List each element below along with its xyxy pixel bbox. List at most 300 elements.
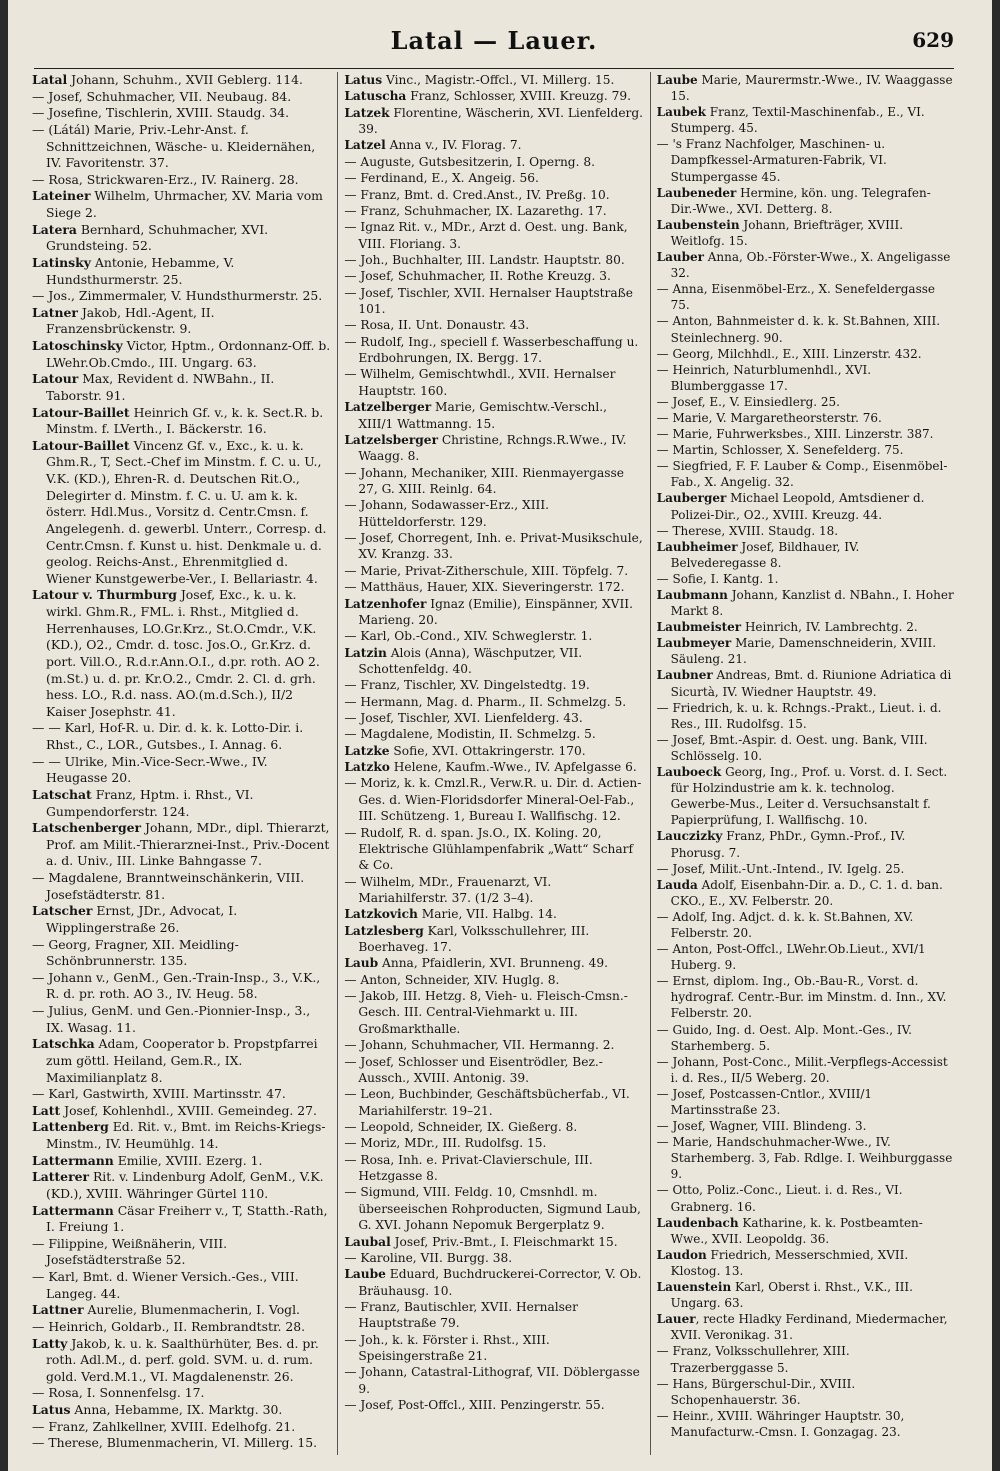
entry-text: — Franz, Zahlkellner, XVIII. Edelhofg. 21. bbox=[32, 1418, 296, 1434]
directory-entry bbox=[657, 571, 956, 587]
directory-entry bbox=[657, 1134, 956, 1182]
entry-surname: Latscher bbox=[32, 903, 93, 919]
entry-text: Josef, Exc., k. u. k. wirkl. Ghm.R., FML. i. Rhst., Mitglied d. Herrenhauses, LO.Gr.Krz., St.O.Cmdr., V.K. (KD.), O2., Cmdr. d. tosc. Jos.O., Gr.Krz. d. port. Vill.O., R.d.r.Ann.O.I., d.pr. roth. AO 2.(m.St.) u. d. pr. Kr.O.2., Cmdr. 2. Cl. d. grh. hess. LO., R.d. nass. AO.(m.d.Sch.), II/2 Kaiser Josephstr. 41. bbox=[46, 587, 320, 719]
directory-entry bbox=[657, 1118, 956, 1134]
entry-surname: Latera bbox=[32, 221, 77, 237]
directory-entry bbox=[657, 1215, 956, 1247]
directory-entry bbox=[344, 677, 643, 693]
entry-text: Marie, Gemischtw.-Verschl., XIII/1 Wattmanng. 15. bbox=[358, 400, 608, 431]
directory-entry bbox=[344, 88, 643, 104]
directory-entry bbox=[32, 172, 331, 189]
entry-text: — Marie, V. Margaretheorsterstr. 76. bbox=[656, 410, 882, 425]
entry-text: Franz, Hptm. i. Rhst., VI. Gumpendorferstr. 124. bbox=[46, 786, 254, 819]
entry-text: Marie, VII. Halbg. 14. bbox=[417, 907, 557, 922]
entry-text: — Filippine, Weißnäherin, VIII. Josefstädterstraße 52. bbox=[32, 1235, 228, 1268]
directory-entry bbox=[344, 874, 643, 907]
entry-text: — Karl, Ob.-Cond., XIV. Schweglerstr. 1. bbox=[344, 629, 593, 644]
entry-text: Sofie, XVI. Ottakringerstr. 170. bbox=[389, 743, 586, 758]
entry-text: Johann, MDr., dipl. Thierarzt, Prof. am Milit.-Thierarznei-Inst., Priv.-Docent a. d. Univ., III. Linke Bahngasse 7. bbox=[46, 820, 330, 869]
directory-entry bbox=[657, 667, 956, 699]
directory-entry bbox=[344, 1234, 643, 1250]
entry-surname: Latzkovich bbox=[344, 907, 418, 922]
directory-entry bbox=[344, 726, 643, 742]
entry-surname: Latzke bbox=[344, 743, 390, 758]
entry-text: — Johann, Sodawasser-Erz., XIII. Hütteldorferstr. 129. bbox=[344, 498, 550, 529]
entry-surname: Latour v. Thurmburg bbox=[32, 587, 177, 603]
entry-text: — Josef, Postcassen-Cntlor., XVIII/1 Martinsstraße 23. bbox=[656, 1086, 873, 1117]
entry-surname: Latt bbox=[32, 1102, 61, 1118]
entry-text: — Jakob, III. Hetzg. 8, Vieh- u. Fleisch-Cmsn.-Gesch. III. Central-Viehmarkt u. III. Großmarkthalle. bbox=[344, 989, 628, 1036]
entry-surname: Latour-Baillet bbox=[32, 437, 130, 453]
directory-entry bbox=[344, 170, 643, 186]
entry-text: Anna, Pfaidlerin, XVI. Brunneng. 49. bbox=[378, 956, 609, 971]
directory-entry bbox=[657, 394, 956, 410]
directory-entry bbox=[657, 1054, 956, 1086]
entry-surname: Latus bbox=[32, 1402, 71, 1417]
directory-entry bbox=[657, 1022, 956, 1054]
directory-entry bbox=[344, 923, 643, 956]
entry-text: — Heinrich, Goldarb., II. Rembrandtstr. 28. bbox=[32, 1318, 306, 1334]
entry-text: — Josef, Post-Offcl., XIII. Penzingerstr. 55. bbox=[344, 1398, 605, 1413]
entry-text: Aurelie, Blumenmacherin, I. Vogl. bbox=[83, 1302, 300, 1318]
directory-entry bbox=[657, 362, 956, 394]
entry-text: — Jos., Zimmermaler, V. Hundsthurmerstr. 25. bbox=[32, 288, 323, 304]
entry-text: Anna, Hebamme, IX. Marktg. 30. bbox=[70, 1402, 283, 1417]
directory-entry bbox=[344, 1250, 643, 1266]
directory-entry bbox=[344, 497, 643, 530]
entry-text: Max, Revident d. NWBahn., II. Taborstr. 91. bbox=[46, 371, 275, 403]
entry-text: — Rosa, Strickwaren-Erz., IV. Rainerg. 28. bbox=[32, 171, 299, 187]
directory-entry bbox=[657, 1086, 956, 1118]
directory-entry bbox=[657, 523, 956, 539]
entry-text: — Joh., Buchhalter, III. Landstr. Hauptstr. 80. bbox=[344, 252, 625, 267]
directory-entry bbox=[657, 1247, 956, 1279]
entry-surname: Latschenberger bbox=[32, 820, 142, 836]
entry-text: — Rudolf, Ing., speciell f. Wasserbeschaffung u. Erdbohrungen, IX. Bergg. 17. bbox=[344, 334, 639, 366]
entry-text: — Johann, Post-Conc., Milit.-Verpflegs-Accessist i. d. Res., II/5 Weberg. 20. bbox=[656, 1054, 948, 1085]
directory-entry bbox=[657, 1182, 956, 1214]
entry-text: — Johann, Schuhmacher, VII. Hermanng. 2. bbox=[344, 1038, 615, 1053]
directory-entry bbox=[657, 861, 956, 877]
directory-entry bbox=[657, 587, 956, 619]
entry-text: Cäsar Freiherr v., T, Statth.-Rath, I. Freiung 1. bbox=[46, 1202, 328, 1235]
entry-surname: Latty bbox=[32, 1335, 68, 1351]
directory-entry bbox=[657, 1311, 956, 1343]
directory-entry bbox=[32, 970, 331, 1003]
entry-text: Antonie, Hebamme, V. Hundsthurmerstr. 25. bbox=[46, 254, 235, 287]
entry-surname: Laubheimer bbox=[656, 539, 738, 554]
directory-columns bbox=[26, 72, 962, 1455]
directory-entry bbox=[657, 249, 956, 281]
entry-text: Emilie, XVIII. Ezerg. 1. bbox=[113, 1152, 263, 1168]
directory-entry bbox=[32, 105, 331, 122]
entry-text: — Siegfried, F. F. Lauber & Comp., Eisenmöbel-Fab., X. Angelig. 32. bbox=[656, 459, 948, 490]
entry-text: — Georg, Fragner, XII. Meidling-Schönbrunnerstr. 135. bbox=[32, 936, 239, 969]
directory-entry bbox=[32, 1336, 331, 1386]
entry-surname: Latner bbox=[32, 304, 78, 320]
directory-entry bbox=[344, 154, 643, 170]
entry-text: Heinrich, IV. Lambrechtg. 2. bbox=[741, 620, 918, 635]
entry-text: — Wilhelm, MDr., Frauenarzt, VI. Mariahilferstr. 37. (1/2 3–4). bbox=[344, 874, 552, 905]
entry-text: — Sofie, I. Kantg. 1. bbox=[656, 571, 779, 586]
entry-surname: Latzko bbox=[344, 760, 390, 775]
entry-text: — Franz, Bautischler, XVII. Hernalser Hauptstraße 79. bbox=[344, 1299, 578, 1331]
entry-text: — Heinr., XVIII. Währinger Hauptstr. 30, Manufacturw.-Cmsn. I. Gonzagag. 23. bbox=[656, 1408, 905, 1439]
directory-entry bbox=[657, 619, 956, 635]
entry-text: — (Látál) Marie, Priv.-Lehr-Anst. f. Schnittzeichnen, Wäsche- u. Kleidernähen, IV. Favoritenstr. 37. bbox=[32, 121, 316, 171]
entry-surname: Latzin bbox=[344, 645, 387, 660]
directory-entry bbox=[32, 405, 331, 438]
entry-text: — Franz, Tischler, XV. Dingelstedtg. 19. bbox=[344, 678, 590, 693]
directory-entry bbox=[344, 1152, 643, 1185]
directory-entry bbox=[344, 775, 643, 824]
entry-text: Jakob, k. u. k. Saalthürhüter, Bes. d. pr. roth. Adl.M., d. perf. gold. SVM. u. d. rum. gold. Verd.M.1., VI. Magdalenenstr. 26. bbox=[46, 1335, 319, 1384]
entry-text: — Rosa, II. Unt. Donaustr. 43. bbox=[344, 318, 530, 333]
entry-text: — Wilhelm, Gemischtwhdl., XVII. Hernalser Hauptstr. 160. bbox=[344, 367, 616, 398]
directory-entry bbox=[32, 1119, 331, 1152]
entry-text: — Johann, Mechaniker, XIII. Rienmayergasse 27, G. XIII. Reinlg. 64. bbox=[344, 465, 624, 496]
directory-entry bbox=[344, 105, 643, 138]
directory-entry bbox=[657, 941, 956, 973]
entry-text: Helene, Kaufm.-Wwe., IV. Apfelgasse 6. bbox=[389, 760, 637, 775]
directory-entry bbox=[32, 787, 331, 820]
entry-surname: Laubmeister bbox=[656, 620, 742, 635]
directory-entry bbox=[344, 972, 643, 988]
directory-entry bbox=[657, 490, 956, 522]
directory-entry bbox=[344, 317, 643, 333]
directory-entry bbox=[32, 1419, 331, 1436]
entry-text: — Julius, GenM. und Gen.-Pionnier-Insp., 3., IX. Wasag. 11. bbox=[32, 1003, 311, 1035]
entry-text: Rit. v. Lindenburg Adolf, GenM., V.K. (KD.), XVIII. Währinger Gürtel 110. bbox=[46, 1169, 324, 1201]
entry-text: — Josef, Schuhmacher, II. Rothe Kreuzg. 3. bbox=[344, 269, 611, 284]
entry-surname: Laubmann bbox=[656, 588, 728, 602]
entry-surname: Lattermann bbox=[32, 1152, 114, 1168]
directory-entry bbox=[344, 72, 643, 88]
directory-entry bbox=[657, 909, 956, 941]
directory-entry bbox=[344, 759, 643, 775]
entry-text: Victor, Hptm., Ordonnanz-Off. b. LWehr.Ob.Cmdo., III. Ungarg. 63. bbox=[46, 338, 331, 370]
entry-text: — Josef, Milit.-Unt.-Intend., IV. Igelg. 25. bbox=[656, 861, 905, 876]
directory-entry bbox=[32, 1302, 331, 1319]
entry-text: — Josef, Tischler, XVI. Lienfelderg. 43. bbox=[344, 711, 583, 726]
directory-entry bbox=[344, 1037, 643, 1053]
entry-surname: Latzlesberg bbox=[344, 923, 424, 938]
entry-text: Johann, Kanzlist d. NBahn., I. Hoher Markt 8. bbox=[670, 588, 954, 619]
entry-text: Anna v., IV. Florag. 7. bbox=[385, 138, 522, 153]
directory-entry bbox=[32, 1385, 331, 1402]
entry-text: Josef, Kohlenhdl., XVIII. Gemeindeg. 27. bbox=[60, 1102, 317, 1118]
directory-entry bbox=[344, 1184, 643, 1233]
entry-text: — Hans, Bürgerschul-Dir., XVIII. Schopenhauerstr. 36. bbox=[656, 1376, 856, 1407]
directory-entry bbox=[657, 72, 956, 104]
entry-surname: Laube bbox=[656, 73, 698, 87]
entry-surname: Lauer bbox=[656, 1312, 696, 1327]
entry-surname: Laubmeyer bbox=[656, 636, 732, 651]
directory-entry bbox=[32, 1003, 331, 1036]
directory-entry bbox=[344, 203, 643, 219]
directory-entry bbox=[344, 252, 643, 268]
entry-text: Florentine, Wäscherin, XVI. Lienfelderg. 39. bbox=[358, 105, 644, 137]
directory-entry bbox=[32, 1086, 331, 1103]
directory-entry bbox=[657, 1343, 956, 1375]
entry-text: Josef, Bildhauer, IV. Belvederegasse 8. bbox=[670, 539, 860, 570]
entry-text: Vinc., Magistr.-Offcl., VI. Millerg. 15. bbox=[382, 73, 615, 87]
directory-entry bbox=[344, 268, 643, 284]
entry-surname: Lauboeck bbox=[656, 765, 722, 780]
directory-entry bbox=[344, 1119, 643, 1135]
directory-entry bbox=[657, 700, 956, 732]
directory-entry bbox=[32, 1103, 331, 1120]
directory-entry bbox=[657, 281, 956, 313]
entry-text: — Joh., k. k. Förster i. Rhst., XIII. Speisingerstraße 21. bbox=[344, 1332, 550, 1364]
entry-text: Franz, Schlosser, XVIII. Kreuzg. 79. bbox=[406, 89, 631, 104]
entry-text: Friedrich, Messerschmied, XVII. Klostog. 13. bbox=[670, 1247, 909, 1278]
directory-entry bbox=[657, 973, 956, 1021]
directory-entry bbox=[657, 426, 956, 442]
directory-entry bbox=[32, 188, 331, 221]
entry-text: — — Ulrike, Min.-Vice-Secr.-Wwe., IV. Heugasse 20. bbox=[32, 753, 268, 786]
directory-entry bbox=[32, 371, 331, 404]
entry-surname: Latour bbox=[32, 371, 79, 387]
entry-text: — Otto, Poliz.-Conc., Lieut. i. d. Res., VI. Grabnerg. 16. bbox=[656, 1183, 903, 1214]
entry-surname: Latterer bbox=[32, 1169, 90, 1185]
directory-entry bbox=[32, 937, 331, 970]
entry-surname: Laub bbox=[344, 956, 379, 971]
entry-text: — Anton, Post-Offcl., LWehr.Ob.Lieut., XVI/1 Huberg. 9. bbox=[656, 942, 926, 973]
directory-entry bbox=[32, 255, 331, 288]
directory-entry bbox=[32, 1269, 331, 1302]
entry-text: — Josef, Schlosser und Eisentrödler, Bez.-Aussch., XVIII. Antonig. 39. bbox=[344, 1054, 603, 1085]
entry-surname: Latus bbox=[344, 73, 383, 87]
entry-surname: Laubal bbox=[344, 1234, 391, 1249]
entry-text: — Rosa, I. Sonnenfelsg. 17. bbox=[32, 1385, 205, 1401]
entry-text: — Johann v., GenM., Gen.-Train-Insp., 3., V.K., R. d. pr. roth. AO 3., IV. Heug. 58. bbox=[32, 969, 321, 1002]
directory-entry bbox=[344, 906, 643, 922]
entry-text: — Magdalene, Branntweinschänkerin, VIII. Josefstädterstr. 81. bbox=[32, 870, 305, 902]
entry-text: — Moriz, MDr., III. Rudolfsg. 15. bbox=[344, 1136, 547, 1151]
directory-entry bbox=[344, 465, 643, 498]
entry-text: — Josef, Tischler, XVII. Hernalser Hauptstraße 101. bbox=[344, 285, 633, 317]
directory-entry bbox=[657, 1376, 956, 1408]
entry-text: — Josefine, Tischlerin, XVIII. Staudg. 34. bbox=[32, 105, 290, 121]
entry-text: Georg, Ing., Prof. u. Vorst. d. I. Sect. für Holzindustrie am k. k. technolog. Gewerbe-Mus., Leiter d. Versuchsanstalt f. Papierprüfung, I. Wallfischg. 10. bbox=[670, 765, 948, 828]
entry-text: — Rudolf, R. d. span. Js.O., IX. Koling. 20, Elektrische Glühlampenfabrik „Watt“ Scharf & Co. bbox=[344, 825, 633, 873]
directory-entry bbox=[344, 285, 643, 318]
entry-text: — Guido, Ing. d. Oest. Alp. Mont.-Ges., IV. Starhemberg. 5. bbox=[656, 1022, 912, 1053]
directory-entry bbox=[344, 1397, 643, 1413]
directory-entry bbox=[32, 288, 331, 305]
directory-entry bbox=[32, 338, 331, 371]
directory-entry bbox=[344, 1299, 643, 1332]
entry-text: — Leon, Buchbinder, Geschäftsbücherfab., VI. Mariahilferstr. 19–21. bbox=[344, 1087, 630, 1118]
entry-surname: Latzek bbox=[344, 105, 390, 120]
column-right bbox=[650, 72, 962, 1455]
directory-entry bbox=[32, 1036, 331, 1086]
entry-text: — Moriz, k. k. Cmzl.R., Verw.R. u. Dir. d. Actien-Ges. d. Wien-Floridsdorfer Mineral-Oel-Fab., III. Schützeng. 1, Bureau I. Wallfischg. 12. bbox=[344, 776, 642, 824]
entry-text: — Rosa, Inh. e. Privat-Clavierschule, III. Hetzgasse 8. bbox=[344, 1152, 593, 1184]
entry-surname: Lattenberg bbox=[32, 1119, 109, 1135]
directory-entry bbox=[657, 764, 956, 828]
directory-entry bbox=[344, 645, 643, 678]
entry-text: — Therese, Blumenmacherin, VI. Millerg. 15. bbox=[32, 1435, 318, 1451]
entry-text: — Marie, Fuhrwerksbes., XIII. Linzerstr. 387. bbox=[656, 427, 934, 442]
directory-entry bbox=[344, 137, 643, 153]
entry-surname: Latzel bbox=[344, 138, 386, 153]
directory-entry bbox=[344, 579, 643, 595]
entry-text: — Friedrich, k. u. k. Rchngs.-Prakt., Lieut. i. d. Res., III. Rudolfsg. 15. bbox=[656, 700, 942, 731]
entry-text: — Ignaz Rit. v., MDr., Arzt d. Oest. ung. Bank, VIII. Floriang. 3. bbox=[344, 220, 628, 251]
directory-entry bbox=[657, 732, 956, 764]
entry-surname: Latzelberger bbox=[344, 400, 432, 415]
entry-text: — Marie, Handschuhmacher-Wwe., IV. Starhemberg. 3, Fab. Rdlge. I. Weihburggasse 9. bbox=[656, 1135, 953, 1182]
directory-entry bbox=[344, 596, 643, 629]
directory-entry bbox=[344, 1332, 643, 1365]
directory-entry bbox=[344, 1135, 643, 1151]
directory-entry bbox=[344, 628, 643, 644]
entry-text: — Franz, Schuhmacher, IX. Lazarethg. 17. bbox=[344, 203, 607, 218]
entry-text: — Hermann, Mag. d. Pharm., II. Schmelzg. 5. bbox=[344, 694, 627, 709]
entry-text: Anna, Ob.-Förster-Wwe., X. Angeligasse 32. bbox=[670, 250, 951, 281]
directory-entry bbox=[657, 185, 956, 217]
directory-entry bbox=[657, 828, 956, 860]
directory-entry bbox=[32, 720, 331, 753]
directory-entry bbox=[344, 694, 643, 710]
entry-surname: Laubek bbox=[656, 105, 706, 120]
entry-text: Heinrich Gf. v., k. k. Sect.R. b. Minstm. f. LVerth., I. Bäckerstr. 16. bbox=[46, 404, 324, 437]
entry-text: Bernhard, Schuhmacher, XVI. Grundsteing. 52. bbox=[46, 221, 269, 254]
entry-surname: Laubeneder bbox=[656, 185, 737, 200]
entry-text: — 's Franz Nachfolger, Maschinen- u. Dampfkessel-Armaturen-Fabrik, VI. Stumpergasse 45. bbox=[656, 137, 887, 184]
directory-entry bbox=[657, 442, 956, 458]
entry-surname: Laubner bbox=[656, 668, 713, 683]
directory-entry bbox=[344, 1364, 643, 1397]
entry-text: Ed. Rit. v., Bmt. im Reichs-Kriegs-Minstm., IV. Heumühlg. 14. bbox=[46, 1119, 326, 1151]
entry-text: Andreas, Bmt. d. Riunione Adriatica di Sicurtà, IV. Wiedner Hauptstr. 49. bbox=[670, 668, 952, 699]
entry-text: — Magdalene, Modistin, II. Schmelzg. 5. bbox=[344, 727, 596, 742]
directory-entry bbox=[344, 187, 643, 203]
entry-text: — Ernst, diplom. Ing., Ob.-Bau-R., Vorst. d. hydrograf. Centr.-Bur. im Minstm. d. Inn., XV. Felberstr. 20. bbox=[656, 974, 947, 1021]
entry-text: — Martin, Schlosser, X. Senefelderg. 75. bbox=[656, 443, 904, 458]
entry-text: — Franz, Bmt. d. Cred.Anst., IV. Preßg. 10. bbox=[344, 187, 610, 202]
entry-text: — Josef, E., V. Einsiedlerg. 25. bbox=[656, 394, 840, 409]
entry-surname: Lauber bbox=[656, 250, 704, 265]
directory-entry bbox=[32, 1236, 331, 1269]
directory-entry bbox=[657, 346, 956, 362]
entry-text: Hermine, kön. ung. Telegrafen-Dir.-Wwe., XVI. Detterg. 8. bbox=[670, 185, 931, 216]
entry-surname: Latzelsberger bbox=[344, 432, 438, 447]
directory-entry bbox=[344, 334, 643, 367]
directory-entry bbox=[32, 1203, 331, 1236]
directory-entry bbox=[657, 539, 956, 571]
entry-text: — Anton, Schneider, XIV. Huglg. 8. bbox=[344, 972, 560, 987]
running-title: Latal — Lauer. bbox=[390, 26, 598, 55]
directory-entry bbox=[344, 563, 643, 579]
entry-surname: Lauberger bbox=[656, 491, 727, 506]
entry-text: Franz, PhDr., Gymn.-Prof., IV. Phorusg. 7. bbox=[670, 829, 906, 860]
directory-entry bbox=[32, 122, 331, 172]
entry-text: Franz, Textil-Maschinenfab., E., VI. Stumperg. 45. bbox=[670, 105, 925, 136]
directory-entry bbox=[657, 217, 956, 249]
entry-text: — Adolf, Ing. Adjct. d. k. k. St.Bahnen, XV. Felberstr. 20. bbox=[656, 909, 914, 940]
directory-entry bbox=[32, 1402, 331, 1419]
entry-text: — Sigmund, VIII. Feldg. 10, Cmsnhdl. m. überseeischen Rohproducten, Sigmund Laub, G. XVI. Johann Nepomuk Bergerplatz 9. bbox=[344, 1185, 641, 1233]
entry-surname: Laube bbox=[344, 1267, 386, 1282]
entry-text: Michael Leopold, Amtsdiener d. Polizei-Dir., O2., XVIII. Kreuzg. 44. bbox=[670, 491, 925, 522]
directory-entry bbox=[32, 1319, 331, 1336]
entry-surname: Lateiner bbox=[32, 188, 91, 204]
directory-entry bbox=[32, 1169, 331, 1202]
directory-entry bbox=[344, 530, 643, 563]
entry-text: — Johann, Catastral-Lithograf, VII. Döblergasse 9. bbox=[344, 1365, 640, 1396]
entry-text: Marie, Maurermstr.-Wwe., IV. Waaggasse 15. bbox=[670, 73, 953, 104]
directory-entry bbox=[344, 743, 643, 759]
directory-entry bbox=[32, 903, 331, 936]
directory-entry bbox=[344, 955, 643, 971]
entry-text: Josef, Priv.-Bmt., I. Fleischmarkt 15. bbox=[390, 1234, 618, 1249]
entry-text: — Karl, Gastwirth, XVIII. Martinsstr. 47. bbox=[32, 1086, 286, 1102]
entry-surname: Latoschinsky bbox=[32, 338, 123, 353]
entry-text: , recte Hladky Ferdinand, Miedermacher, XVII. Veronikag. 31. bbox=[670, 1312, 948, 1343]
entry-text: — Karl, Bmt. d. Wiener Versich.-Ges., VIII. Langeg. 44. bbox=[32, 1269, 299, 1301]
directory-entry bbox=[657, 877, 956, 909]
entry-surname: Latuscha bbox=[344, 89, 407, 104]
directory-entry bbox=[32, 1153, 331, 1170]
entry-text: Karl, Oberst i. Rhst., V.K., III. Ungarg. 63. bbox=[670, 1280, 913, 1311]
entry-surname: Lattermann bbox=[32, 1202, 114, 1218]
entry-text: — Josef, Bmt.-Aspir. d. Oest. ung. Bank, VIII. Schlösselg. 10. bbox=[656, 732, 928, 763]
entry-text: Katharine, k. k. Postbeamten-Wwe., XVII. Leopoldg. 36. bbox=[670, 1215, 923, 1246]
entry-text: Jakob, Hdl.-Agent, II. Franzensbrückenstr. 9. bbox=[46, 304, 215, 337]
entry-text: — Marie, Privat-Zitherschule, XIII. Töpfelg. 7. bbox=[344, 563, 629, 578]
entry-surname: Laubenstein bbox=[656, 217, 740, 232]
entry-surname: Latzenhofer bbox=[344, 596, 427, 611]
directory-entry bbox=[657, 635, 956, 667]
entry-text: Vincenz Gf. v., Exc., k. u. k. Ghm.R., T, Sect.-Chef im Minstm. f. C. u. U., V.K. (KD.), Ehren-R. d. Deutschen Rit.O., Delegirter d. Minstm. f. C. u. U. am k. k. österr. Hdl.Mus., Vorsitz d. Centr.Cmsn. f. Angelegenh. d. gewerbl. Unterr., Corresp. d. Centr.Cmsn. f. Kunst u. hist. Denkmale u. d. geolog. Reichs-Anst., Ehrenmitglied d. Wiener Kunstgewerbe-Ver., I. Bellariastr. 4. bbox=[46, 437, 327, 586]
entry-surname: Laudon bbox=[656, 1247, 707, 1262]
directory-entry bbox=[32, 305, 331, 338]
directory-entry bbox=[657, 410, 956, 426]
entry-text: — Josef, Chorregent, Inh. e. Privat-Musikschule, XV. Kranzg. 33. bbox=[344, 531, 643, 562]
directory-entry bbox=[344, 219, 643, 252]
entry-text: Karl, Volksschullehrer, III. Boerhaveg. 17. bbox=[358, 923, 590, 955]
directory-entry bbox=[344, 399, 643, 432]
entry-text: Ignaz (Emilie), Einspänner, XVII. Marieng. 20. bbox=[358, 596, 633, 627]
directory-entry bbox=[657, 136, 956, 184]
entry-surname: Laudenbach bbox=[656, 1215, 739, 1230]
entry-surname: Latour-Baillet bbox=[32, 404, 130, 420]
directory-entry bbox=[344, 710, 643, 726]
entry-text: — Anna, Eisenmöbel-Erz., X. Senefeldergasse 75. bbox=[656, 282, 935, 313]
entry-text: Eduard, Buchdruckerei-Corrector, V. Ob. Bräuhausg. 10. bbox=[358, 1267, 642, 1298]
directory-entry bbox=[32, 1435, 331, 1452]
directory-entry bbox=[32, 72, 331, 89]
directory-entry bbox=[344, 1054, 643, 1087]
directory-entry bbox=[657, 1279, 956, 1311]
entry-text: — Auguste, Gutsbesitzerin, I. Operng. 8. bbox=[344, 154, 595, 169]
entry-surname: Lauczizky bbox=[656, 829, 723, 844]
entry-text: Marie, Damenschneiderin, XVIII. Säuleng. 21. bbox=[670, 636, 937, 667]
column-middle bbox=[337, 72, 649, 1455]
entry-text: — Ferdinand, E., X. Angeig. 56. bbox=[344, 171, 539, 186]
directory-entry bbox=[344, 366, 643, 399]
directory-entry bbox=[344, 1266, 643, 1299]
entry-text: — Matthäus, Hauer, XIX. Sieveringerstr. 172. bbox=[344, 580, 625, 595]
directory-entry bbox=[657, 458, 956, 490]
entry-text: — Georg, Milchhdl., E., XIII. Linzerstr. 432. bbox=[656, 346, 922, 361]
entry-surname: Latal bbox=[32, 72, 68, 87]
directory-entry bbox=[344, 1086, 643, 1119]
entry-surname: Lauda bbox=[656, 877, 698, 892]
